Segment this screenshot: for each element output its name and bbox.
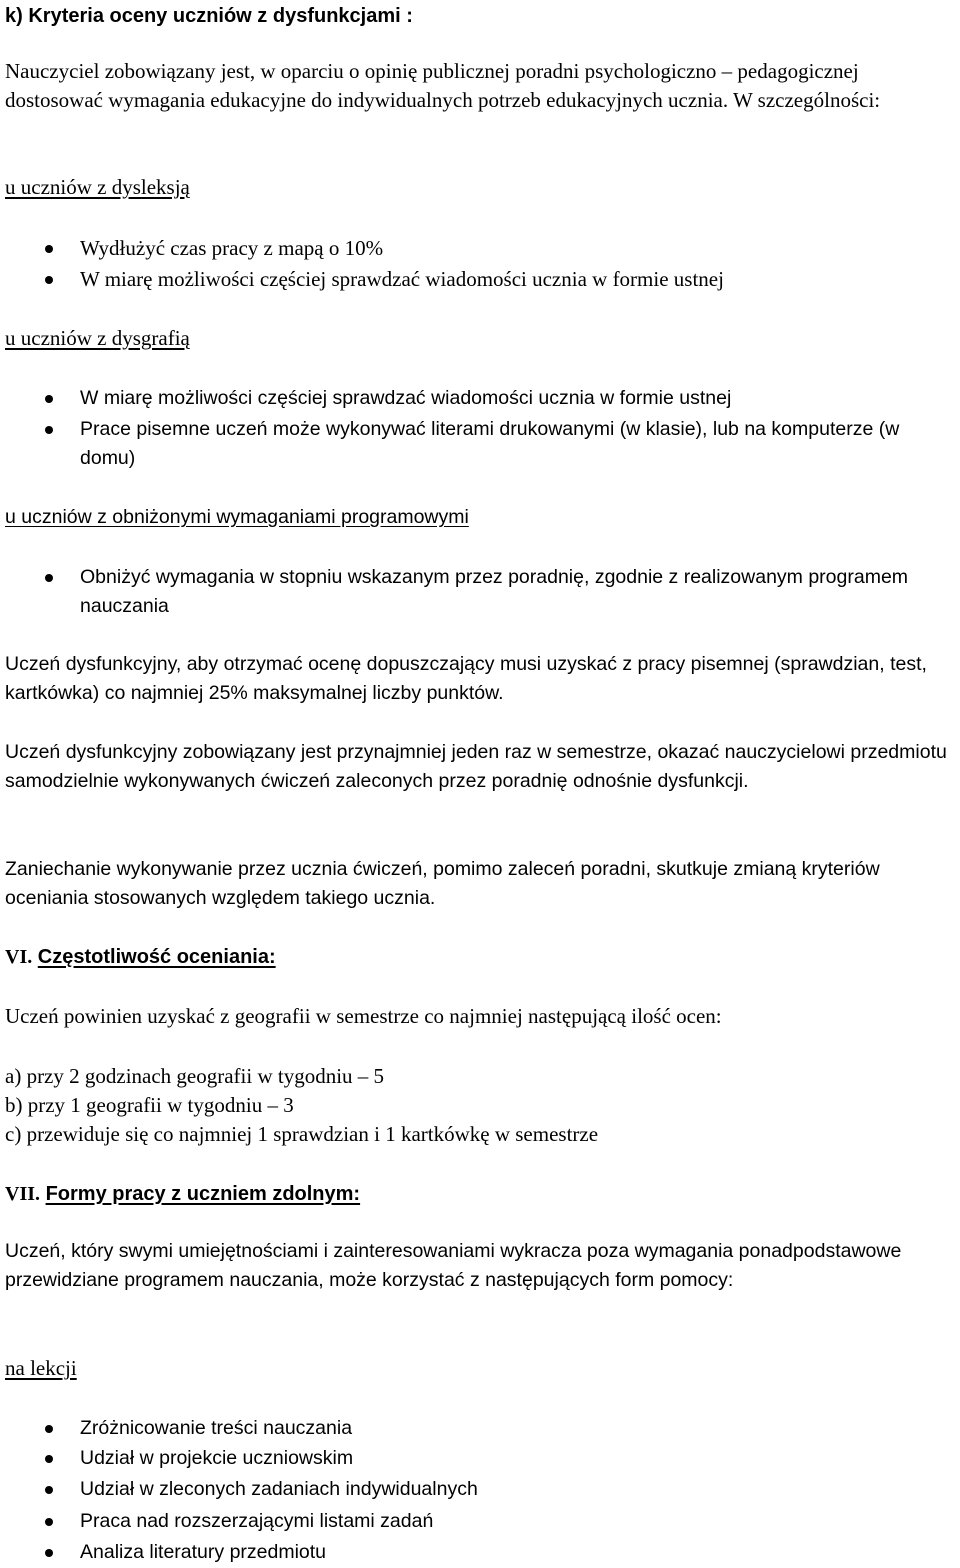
list-item: W miarę możliwości częściej sprawdzać wiadomości ucznia w formie ustnej: [45, 384, 954, 413]
paragraph-cwiczenia: Uczeń dysfunkcyjny zobowiązany jest przynajmniej jeden raz w semestrze, okazać nauczycielowi przedmiotu samodzielnie wykonywanych ćwiczeń zaleconych przez poradnię odnośnie dysfunkcji.: [5, 741, 947, 792]
sec7-intro: Uczeń, który swymi umiejętnościami i zainteresowaniami wykracza poza wymagania ponadpodstawowe przewidziane programem nauczania, może korzystać z następujących form pomocy:: [5, 1240, 902, 1291]
intro-paragraph: Nauczyciel zobowiązany jest, w oparciu o opinię publicznej poradni psychologiczno – pedagogicznej dostosować wymagania edukacyjne do indywidualnych potrzeb edukacyjnych ucznia. W szczególności:: [5, 59, 881, 112]
section-number: VI.: [5, 946, 33, 968]
subheading-dysleksja: u uczniów z dysleksją: [5, 175, 190, 199]
list-item: W miarę możliwości częściej sprawdzać wiadomości ucznia w formie ustnej: [45, 265, 954, 294]
sec6-line: c) przewiduje się co najmniej 1 sprawdzian i 1 kartkówkę w semestrze: [5, 1122, 599, 1146]
section-heading-vii: [5, 1180, 954, 1209]
list-item: Udział w zleconych zadaniach indywidualnych: [45, 1475, 954, 1504]
subheading-dysgrafia: u uczniów z dysgrafią: [5, 326, 190, 350]
paragraph-ocena-dopuszczajaca: Uczeń dysfunkcyjny, aby otrzymać ocenę dopuszczający musi uzyskać z pracy pisemnej (sprawdzian, test, kartkówka) co najmniej 25% maksymalnej liczby punktów.: [5, 653, 927, 704]
section-heading-k: k) Kryteria oceny uczniów z dysfunkcjami :: [5, 5, 413, 27]
section-heading-vi: [5, 943, 954, 972]
list-item: Prace pisemne uczeń może wykonywać literami drukowanymi (w klasie), lub na komputerze (w domu): [45, 415, 954, 473]
sec6-intro: Uczeń powinien uzyskać z geografii w semestrze co najmniej następującą ilość ocen:: [5, 1004, 722, 1028]
section-title: Formy pracy z uczniem zdolnym:: [45, 1183, 361, 1205]
sec6-line: b) przy 1 geografii w tygodniu – 3: [5, 1093, 294, 1117]
paragraph-zaniechanie: Zaniechanie wykonywanie przez ucznia ćwiczeń, pomimo zaleceń poradni, skutkuje zmianą kryteriów oceniania stosowanych względem takiego ucznia.: [5, 858, 880, 909]
list-item: Obniżyć wymagania w stopniu wskazanym przez poradnię, zgodnie z realizowanym programem nauczania: [45, 563, 954, 621]
sec6-line: a) przy 2 godzinach geografii w tygodniu – 5: [5, 1064, 385, 1088]
list-item: Wydłużyć czas pracy z mapą o 10%: [45, 234, 954, 263]
subheading-obnizone: u uczniów z obniżonymi wymaganiami programowymi: [5, 506, 469, 528]
list-item: Praca nad rozszerzającymi listami zadań: [45, 1507, 954, 1536]
list-item: Udział w projekcie uczniowskim: [45, 1444, 954, 1473]
list-item: Zróżnicowanie treści nauczania: [45, 1414, 954, 1443]
subheading-na-lekcji: na lekcji: [5, 1356, 77, 1380]
section-number: VII.: [5, 1183, 41, 1205]
list-item: Analiza literatury przedmiotu: [45, 1538, 954, 1567]
section-title: Częstotliwość oceniania:: [37, 946, 276, 968]
